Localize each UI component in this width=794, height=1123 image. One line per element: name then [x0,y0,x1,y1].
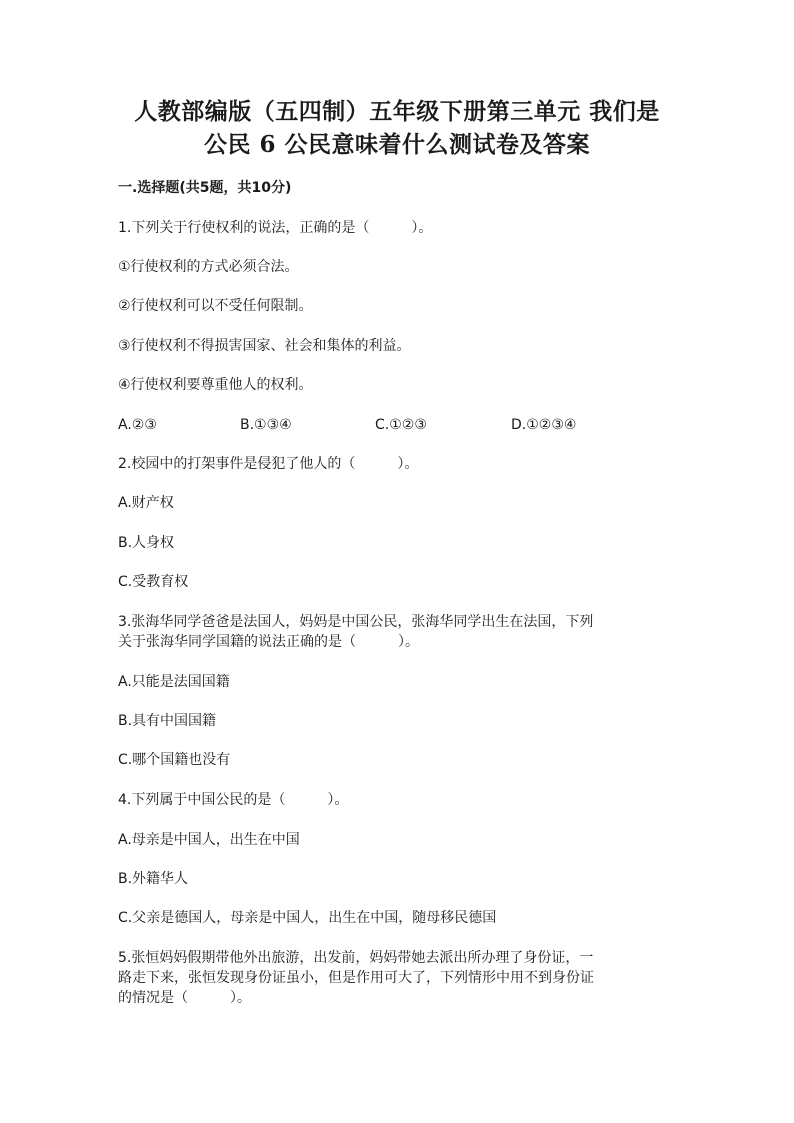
question-3-option-c: C.哪个国籍也没有 [118,752,231,768]
question-4-option-c: C.父亲是德国人，母亲是中国人，出生在中国，随母移民德国 [118,910,497,926]
question-1-statement-2: ②行使权利可以不受任何限制。 [118,298,313,314]
question-1-stem: 1.下列关于行使权利的说法，正确的是（ ）。 [118,220,433,236]
question-3-stem-line-1: 3.张海华同学爸爸是法国人，妈妈是中国公民，张海华同学出生在法国，下列 [118,614,594,630]
question-1-statement-1: ①行使权利的方式必须合法。 [118,259,299,275]
question-1-statement-4: ④行使权利要尊重他人的权利。 [118,377,313,393]
question-1-option-b: B.①③④ [240,417,292,433]
question-5-stem-line-3: 的情况是（ ）。 [118,990,251,1006]
page-title-line-1: 人教部编版（五四制）五年级下册第三单元 我们是 [134,98,660,125]
question-2-option-b: B.人身权 [118,535,175,551]
question-1-statement-3: ③行使权利不得损害国家、社会和集体的利益。 [118,338,411,354]
question-3-option-b: B.具有中国国籍 [118,713,217,729]
page-title-line-2: 公民 6 公民意味着什么测试卷及答案 [203,131,591,158]
question-5-stem-line-1: 5.张恒妈妈假期带他外出旅游，出发前，妈妈带她去派出所办理了身份证，一 [118,950,594,966]
question-2-option-c: C.受教育权 [118,574,189,590]
question-4-option-a: A.母亲是中国人，出生在中国 [118,832,300,848]
question-1-option-a: A.②③ [118,417,157,433]
question-4-stem: 4.下列属于中国公民的是（ ）。 [118,792,349,808]
question-1-option-c: C.①②③ [375,417,427,433]
question-3-stem-line-2: 关于张海华同学国籍的说法正确的是（ ）。 [118,634,419,650]
section-heading: 一.选择题(共5题，共10分) [118,180,292,196]
question-5-stem-line-2: 路走下来，张恒发现身份证虽小，但是作用可大了，下列情形中用不到身份证 [118,970,594,986]
question-4-option-b: B.外籍华人 [118,871,189,887]
question-3-option-a: A.只能是法国国籍 [118,674,230,690]
question-1-option-d: D.①②③④ [511,417,577,433]
question-2-stem: 2.校园中的打架事件是侵犯了他人的（ ）。 [118,456,419,472]
question-2-option-a: A.财产权 [118,495,174,511]
